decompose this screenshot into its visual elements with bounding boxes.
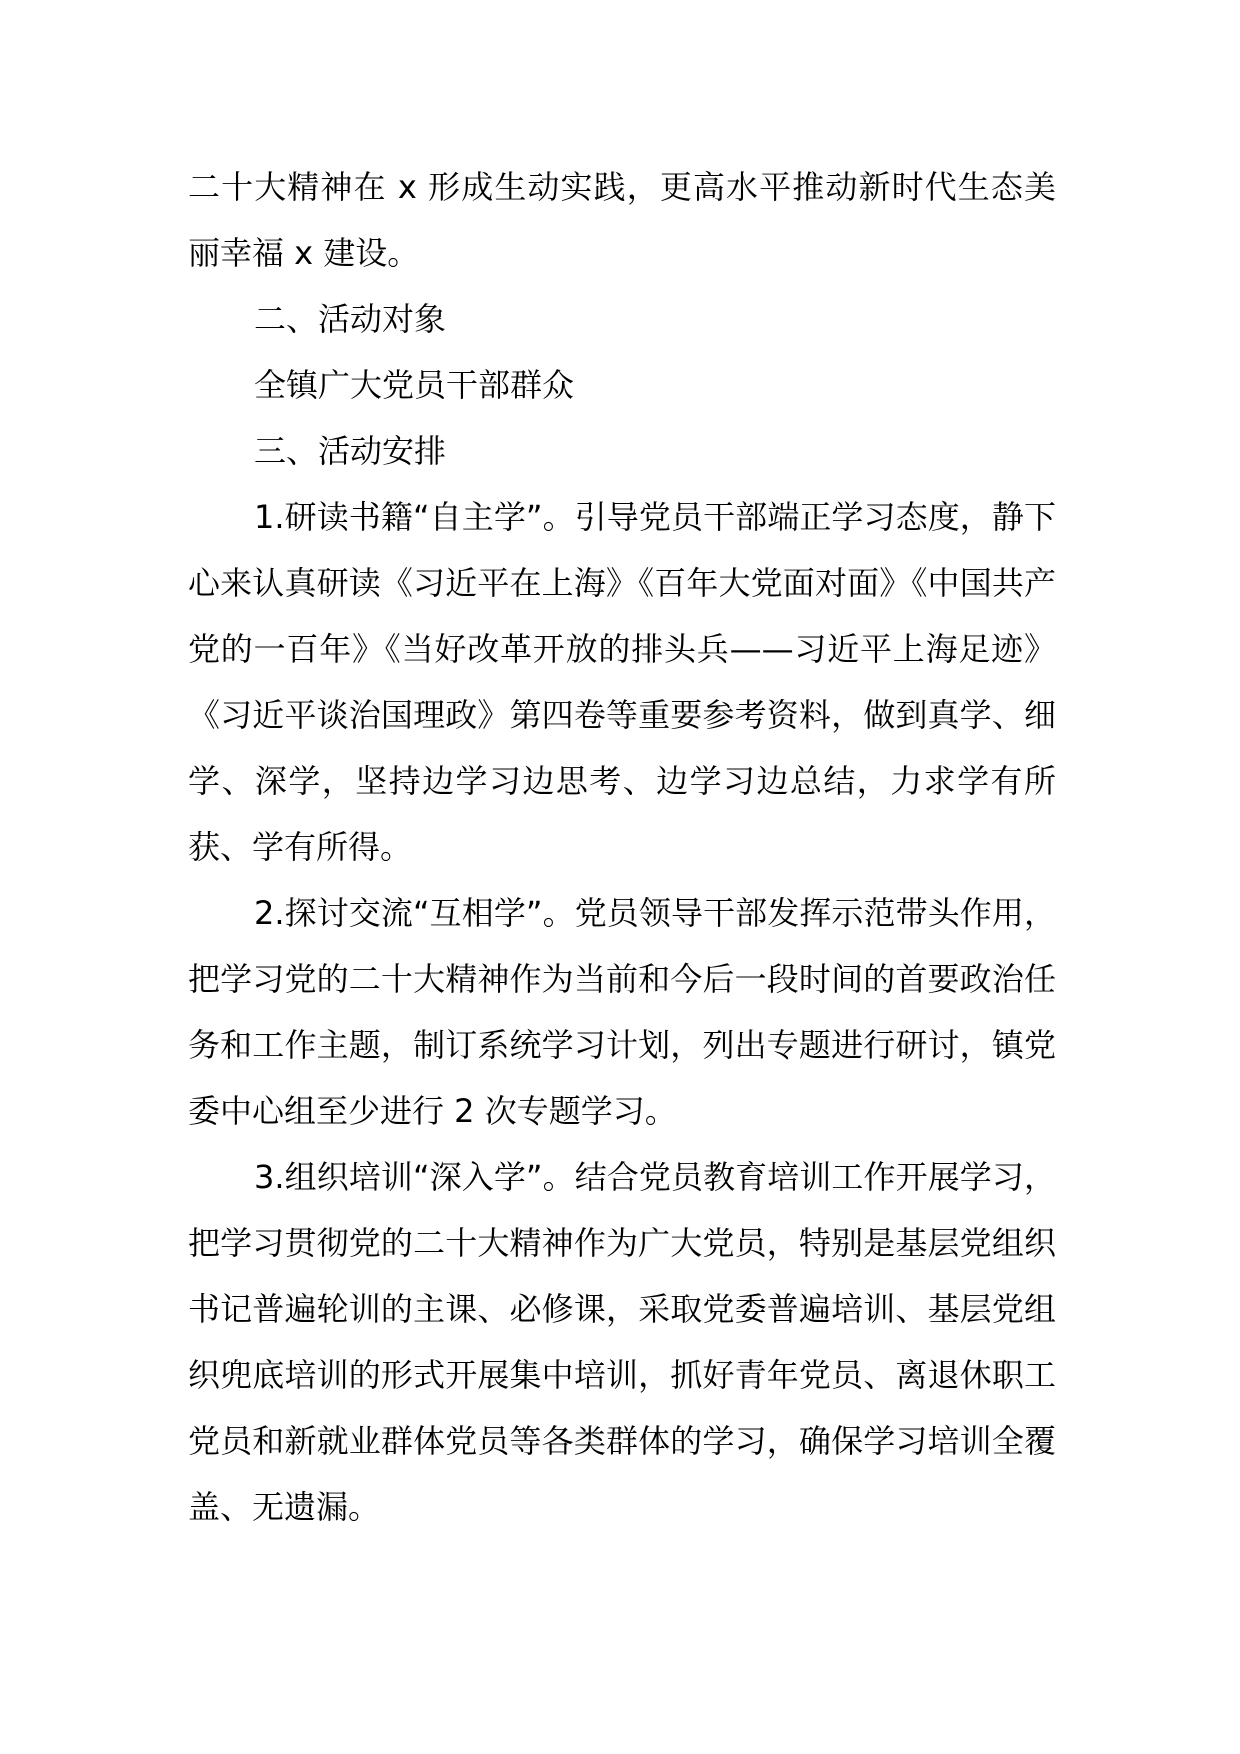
paragraph-item-3-in-depth-training: 3.组织培训“深入学”。结合党员教育培训工作开展学习，把学习贯彻党的二十大精神作为广大党员，特别是基层党组织书记普遍轮训的主课、必修课，采取党委普遍培训、基层党组织兜底培训的形式开展集中培训，抓好青年党员、离退休职工党员和新就业群体党员等各类群体的学习，确保学习培训全覆盖、无遗漏。 [188, 1158, 1056, 1526]
paragraph-intro-continuation: 二十大精神在 x 形成生动实践，更高水平推动新时代生态美丽幸福 x 建设。 [188, 168, 1056, 272]
paragraph-activity-targets: 全镇广大党员干部群众 [254, 366, 575, 404]
paragraph-item-1-self-study: 1.研读书籍“自主学”。引导党员干部端正学习态度，静下心来认真研读《习近平在上海》《百年大党面对面》《中国共产党的一百年》《当好改革开放的排头兵——习近平上海足迹》《习近平谈治国理政》第四卷等重要参考资料，做到真学、细学、深学，坚持边学习边思考、边学习边总结，力求学有所获、学有所得。 [188, 498, 1056, 866]
section-heading-activity-targets: 二、活动对象 [254, 300, 447, 338]
paragraph-item-2-mutual-learning: 2.探讨交流“互相学”。党员领导干部发挥示范带头作用，把学习党的二十大精神作为当前和今后一段时间的首要政治任务和工作主题，制订系统学习计划，列出专题进行研讨，镇党委中心组至少进行 2 次专题学习。 [188, 894, 1056, 1130]
section-heading-activity-arrangements: 三、活动安排 [254, 432, 447, 470]
document-page [188, 154, 1056, 1540]
